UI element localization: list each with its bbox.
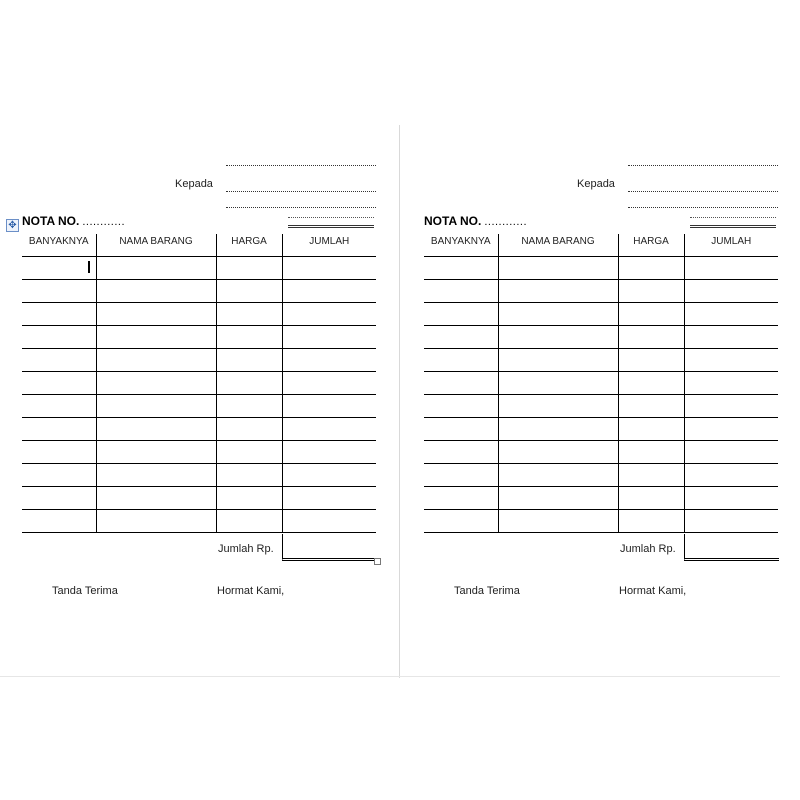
recipient-line-1[interactable] xyxy=(628,155,778,166)
sender-signature-label: Hormat Kami, xyxy=(217,585,285,597)
table-cell[interactable] xyxy=(96,510,216,533)
table-cell[interactable] xyxy=(424,441,498,464)
table-cell[interactable] xyxy=(282,326,376,349)
table-cell[interactable] xyxy=(684,372,778,395)
table-cell[interactable] xyxy=(282,487,376,510)
column-header-amount: JUMLAH xyxy=(282,234,376,257)
table-row xyxy=(424,395,778,418)
table-cell[interactable] xyxy=(618,349,684,372)
table-row xyxy=(22,395,376,418)
items-table xyxy=(424,234,778,533)
table-cell[interactable] xyxy=(684,280,778,303)
page-divider xyxy=(399,125,400,678)
table-row xyxy=(424,326,778,349)
recipient-line-3[interactable] xyxy=(226,197,376,208)
table-cell[interactable] xyxy=(216,280,282,303)
table-cell[interactable] xyxy=(216,464,282,487)
table-cell[interactable] xyxy=(96,487,216,510)
table-cell[interactable] xyxy=(282,349,376,372)
table-move-handle-icon[interactable]: ✥ xyxy=(6,219,19,232)
table-row xyxy=(424,257,778,280)
table-cell[interactable] xyxy=(282,395,376,418)
table-cell[interactable] xyxy=(216,326,282,349)
table-row xyxy=(22,487,376,510)
table-cell[interactable] xyxy=(618,510,684,533)
table-cell[interactable] xyxy=(684,257,778,280)
table-header-row xyxy=(424,234,778,257)
table-cell[interactable] xyxy=(498,303,618,326)
table-cell[interactable] xyxy=(22,280,96,303)
table-cell[interactable] xyxy=(282,441,376,464)
nota-form-left xyxy=(20,150,380,610)
table-cell[interactable] xyxy=(22,441,96,464)
table-cell[interactable] xyxy=(618,372,684,395)
table-cell[interactable] xyxy=(424,280,498,303)
table-cell[interactable] xyxy=(618,441,684,464)
table-cell[interactable] xyxy=(684,395,778,418)
table-cell[interactable] xyxy=(498,510,618,533)
table-resize-handle[interactable] xyxy=(374,558,381,565)
table-row xyxy=(424,510,778,533)
table-row xyxy=(22,326,376,349)
table-cell[interactable] xyxy=(22,257,96,280)
table-cell[interactable] xyxy=(498,280,618,303)
table-cell[interactable] xyxy=(216,257,282,280)
table-row xyxy=(22,510,376,533)
nota-number-label: NOTA NO. xyxy=(424,214,482,228)
table-cell[interactable] xyxy=(216,487,282,510)
table-cell[interactable] xyxy=(424,372,498,395)
table-cell[interactable] xyxy=(216,372,282,395)
table-row xyxy=(22,280,376,303)
table-cell[interactable] xyxy=(216,395,282,418)
table-row xyxy=(424,280,778,303)
date-line[interactable] xyxy=(288,214,374,228)
table-cell[interactable] xyxy=(96,464,216,487)
table-cell[interactable] xyxy=(96,280,216,303)
table-cell[interactable] xyxy=(498,464,618,487)
table-cell[interactable] xyxy=(618,303,684,326)
table-cell[interactable] xyxy=(96,441,216,464)
table-cell[interactable] xyxy=(282,257,376,280)
table-cell[interactable] xyxy=(498,372,618,395)
table-cell[interactable] xyxy=(424,349,498,372)
table-cell[interactable] xyxy=(618,257,684,280)
recipient-label: Kepada xyxy=(577,178,615,190)
table-row xyxy=(424,441,778,464)
table-cell[interactable] xyxy=(498,395,618,418)
table-cell[interactable] xyxy=(96,418,216,441)
table-cell[interactable] xyxy=(684,303,778,326)
table-cell[interactable] xyxy=(22,464,96,487)
page-bottom-edge xyxy=(0,676,780,677)
nota-number xyxy=(424,214,527,228)
table-row xyxy=(424,349,778,372)
nota-form-right xyxy=(422,150,782,610)
nota-number xyxy=(22,214,125,228)
sender-signature-label: Hormat Kami, xyxy=(619,585,687,597)
table-row xyxy=(22,349,376,372)
table-cell[interactable] xyxy=(282,303,376,326)
recipient-line-2[interactable] xyxy=(226,181,376,192)
table-cell[interactable] xyxy=(216,441,282,464)
total-label: Jumlah Rp. xyxy=(620,543,676,555)
column-header-item-name: NAMA BARANG xyxy=(96,234,216,257)
table-cell[interactable] xyxy=(22,418,96,441)
items-table xyxy=(22,234,376,533)
table-header-row xyxy=(22,234,376,257)
table-cell[interactable] xyxy=(96,372,216,395)
table-cell[interactable] xyxy=(424,257,498,280)
nota-number-field[interactable]: ............ xyxy=(82,216,126,228)
table-cell[interactable] xyxy=(96,303,216,326)
date-line[interactable] xyxy=(690,214,776,228)
table-cell[interactable] xyxy=(424,326,498,349)
table-cell[interactable] xyxy=(424,395,498,418)
table-cell[interactable] xyxy=(216,303,282,326)
table-cell[interactable] xyxy=(684,510,778,533)
table-cell[interactable] xyxy=(282,280,376,303)
table-row xyxy=(424,303,778,326)
table-cell[interactable] xyxy=(22,372,96,395)
table-cell[interactable] xyxy=(498,257,618,280)
column-header-quantity: BANYAKNYA xyxy=(424,234,498,257)
table-row xyxy=(22,418,376,441)
column-header-price: HARGA xyxy=(618,234,684,257)
table-cell[interactable] xyxy=(684,418,778,441)
table-row xyxy=(22,464,376,487)
table-row xyxy=(22,303,376,326)
table-cell[interactable] xyxy=(498,441,618,464)
nota-number-label: NOTA NO. xyxy=(22,214,80,228)
table-cell[interactable] xyxy=(22,510,96,533)
total-amount-field[interactable] xyxy=(282,534,377,561)
recipient-line-3[interactable] xyxy=(628,197,778,208)
table-cell[interactable] xyxy=(424,487,498,510)
table-cell[interactable] xyxy=(618,280,684,303)
table-cell[interactable] xyxy=(618,464,684,487)
table-cell[interactable] xyxy=(684,349,778,372)
column-header-item-name: NAMA BARANG xyxy=(498,234,618,257)
table-cell[interactable] xyxy=(684,326,778,349)
table-cell[interactable] xyxy=(618,418,684,441)
table-row xyxy=(424,487,778,510)
table-cell[interactable] xyxy=(684,441,778,464)
table-cell[interactable] xyxy=(498,487,618,510)
table-cell[interactable] xyxy=(216,349,282,372)
text-cursor xyxy=(88,261,90,273)
table-row xyxy=(424,372,778,395)
table-row xyxy=(22,257,376,280)
table-cell[interactable] xyxy=(618,326,684,349)
table-cell[interactable] xyxy=(684,487,778,510)
table-cell[interactable] xyxy=(216,418,282,441)
column-header-amount: JUMLAH xyxy=(684,234,778,257)
table-row xyxy=(424,464,778,487)
table-cell[interactable] xyxy=(498,326,618,349)
recipient-line-2[interactable] xyxy=(628,181,778,192)
table-cell[interactable] xyxy=(22,303,96,326)
total-label: Jumlah Rp. xyxy=(218,543,274,555)
table-cell[interactable] xyxy=(282,418,376,441)
recipient-label: Kepada xyxy=(175,178,213,190)
column-header-quantity: BANYAKNYA xyxy=(22,234,96,257)
table-cell[interactable] xyxy=(498,349,618,372)
table-row xyxy=(22,441,376,464)
table-cell[interactable] xyxy=(282,464,376,487)
recipient-line-1[interactable] xyxy=(226,155,376,166)
table-cell[interactable] xyxy=(216,510,282,533)
table-row xyxy=(22,372,376,395)
table-cell[interactable] xyxy=(22,395,96,418)
table-cell[interactable] xyxy=(22,326,96,349)
table-cell[interactable] xyxy=(424,303,498,326)
table-cell[interactable] xyxy=(424,418,498,441)
table-cell[interactable] xyxy=(618,395,684,418)
table-cell[interactable] xyxy=(22,487,96,510)
table-cell[interactable] xyxy=(424,510,498,533)
table-cell[interactable] xyxy=(96,257,216,280)
table-cell[interactable] xyxy=(424,464,498,487)
table-cell[interactable] xyxy=(282,372,376,395)
table-cell[interactable] xyxy=(498,418,618,441)
total-amount-field[interactable] xyxy=(684,534,779,561)
table-cell[interactable] xyxy=(282,510,376,533)
receiver-signature-label: Tanda Terima xyxy=(454,585,520,597)
receiver-signature-label: Tanda Terima xyxy=(52,585,118,597)
table-cell[interactable] xyxy=(96,395,216,418)
table-cell[interactable] xyxy=(96,349,216,372)
column-header-price: HARGA xyxy=(216,234,282,257)
nota-number-field[interactable]: ............ xyxy=(484,216,528,228)
table-cell[interactable] xyxy=(96,326,216,349)
table-cell[interactable] xyxy=(22,349,96,372)
table-cell[interactable] xyxy=(618,487,684,510)
table-cell[interactable] xyxy=(684,464,778,487)
table-row xyxy=(424,418,778,441)
